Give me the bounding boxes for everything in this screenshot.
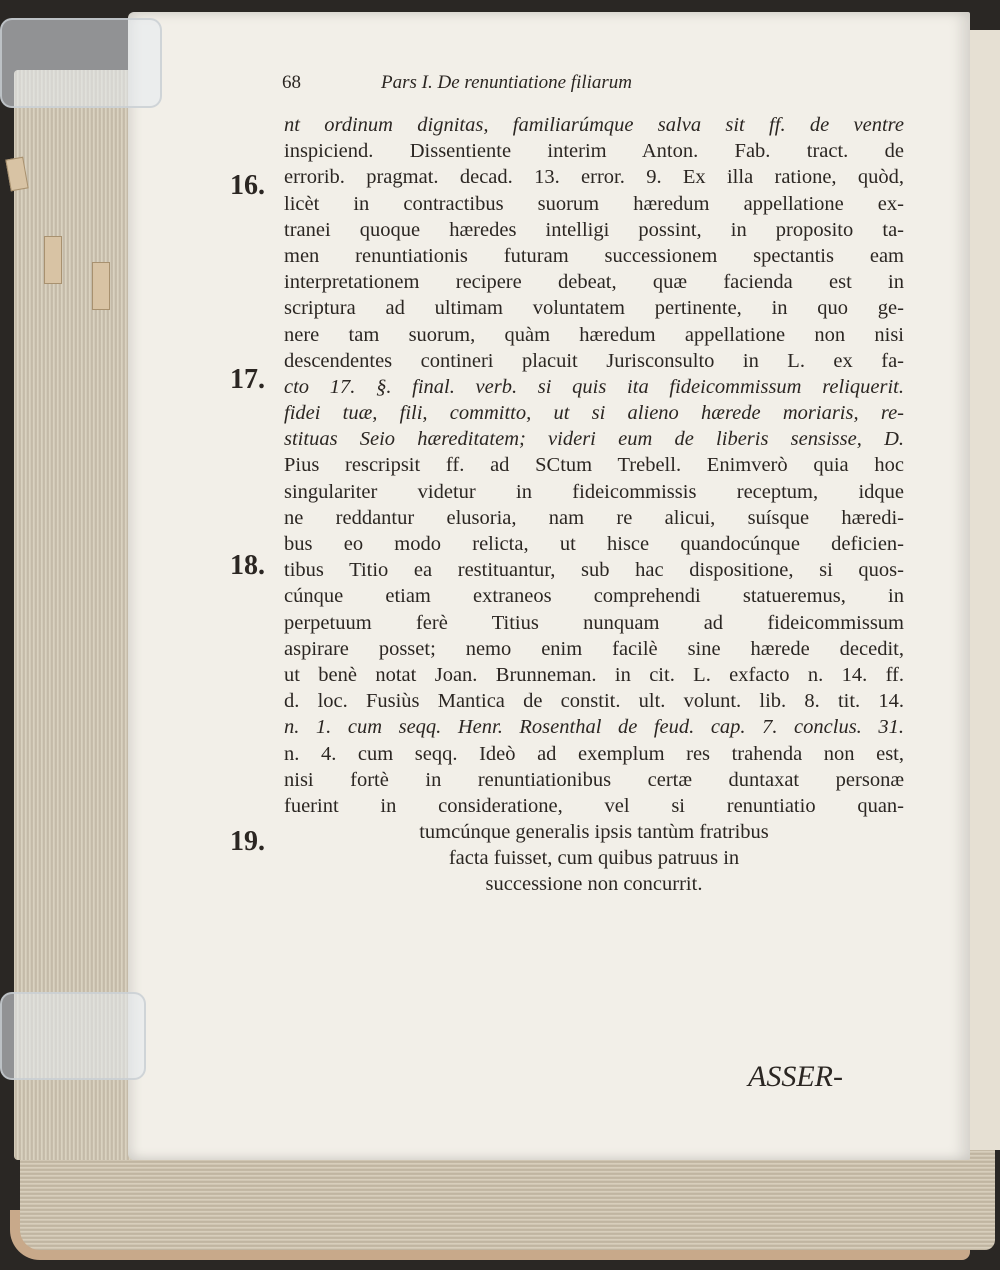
page-clip-top xyxy=(0,18,162,108)
text-line: tranei quoque hæredes intelligi possint, in proposito ta- xyxy=(284,218,904,241)
text-line: facta fuisset, cum quibus patruus in xyxy=(448,847,740,870)
text-line: singulariter videtur in fideicommissis receptum, idque xyxy=(284,480,904,503)
text-line: nere tam suorum, quàm hæredum appellatione non nisi xyxy=(284,323,904,346)
text-line: d. loc. Fusiùs Mantica de constit. ult. volunt. lib. 8. tit. 14. xyxy=(284,690,904,713)
text-line: men renuntiationis futuram successionem spectantis eam xyxy=(284,244,904,267)
margin-number: 19. xyxy=(230,826,265,857)
text-line: fuerint in consideratione, vel si renuntiatio quan- xyxy=(284,794,904,817)
text-line: descendentes contineri placuit Jurisconsulto in L. ex fa- xyxy=(284,349,904,372)
text-line: ut benè notat Joan. Brunneman. in cit. L. exfacto n. 14. ff. xyxy=(284,663,904,686)
text-line: successione non concurrit. xyxy=(485,873,703,896)
text-line: licèt in contractibus suorum hæredum appellatione ex- xyxy=(284,192,904,215)
text-line: stituas Seio hæreditatem; videri eum de liberis sensisse, D. xyxy=(284,428,904,451)
margin-number: 18. xyxy=(230,550,265,581)
text-line: inspiciend. Dissentiente interim Anton. Fab. tract. de xyxy=(284,140,904,163)
text-line: aspirare posset; nemo enim facilè sine hærede decedit, xyxy=(284,637,904,660)
text-line: nt ordinum dignitas, familiarúmque salva sit ff. de ventre xyxy=(284,114,904,136)
margin-number: 16. xyxy=(230,170,265,201)
text-line: fidei tuæ, fili, committo, ut si alieno hærede moriaris, re- xyxy=(284,402,904,425)
page-number: 68 xyxy=(282,72,301,93)
text-line: errorib. pragmat. decad. 13. error. 9. Ex illa ratione, quòd, xyxy=(284,166,904,189)
text-line: n. 4. cum seqq. Ideò ad exemplum res trahenda non est, xyxy=(284,742,904,765)
catchword: ASSER- xyxy=(748,1060,843,1093)
text-line: nisi fortè in renuntiationibus certæ duntaxat personæ xyxy=(284,768,904,791)
facing-page xyxy=(965,30,1000,1150)
running-title: Pars I. De renuntiatione filiarum xyxy=(381,72,633,93)
text-line: scriptura ad ultimam voluntatem pertinente, in quo ge- xyxy=(284,297,904,320)
margin-number: 17. xyxy=(230,364,265,395)
text-line: perpetuum ferè Titius nunquam ad fideicommissum xyxy=(284,611,904,634)
text-line: tumcúnque generalis ipsis tantùm fratribus xyxy=(419,821,769,844)
text-line: Pius rescripsit ff. ad SCtum Trebell. Enimverò quia hoc xyxy=(284,454,904,477)
text-line: cto 17. §. final. verb. si quis ita fideicommissum reliquerit. xyxy=(284,375,904,398)
body-text xyxy=(284,112,904,898)
text-line: ne reddantur elusoria, nam re alicui, suísque hæredi- xyxy=(284,506,904,529)
text-line: bus eo modo relicta, ut hisce quandocúnque deficien- xyxy=(284,533,904,555)
bookmark-tab xyxy=(92,262,110,310)
bookmark-tab xyxy=(44,236,62,284)
text-line: n. 1. cum seqq. Henr. Rosenthal de feud. cap. 7. conclus. 31. xyxy=(284,716,904,739)
text-line: tibus Titio ea restituantur, sub hac dispositione, si quos- xyxy=(284,559,904,582)
running-head xyxy=(282,72,632,94)
text-line: interpretationem recipere debeat, quæ facienda est in xyxy=(284,271,904,294)
text-line: cúnque etiam extraneos comprehendi statueremus, in xyxy=(284,585,904,608)
page-clip-bottom xyxy=(0,992,146,1080)
